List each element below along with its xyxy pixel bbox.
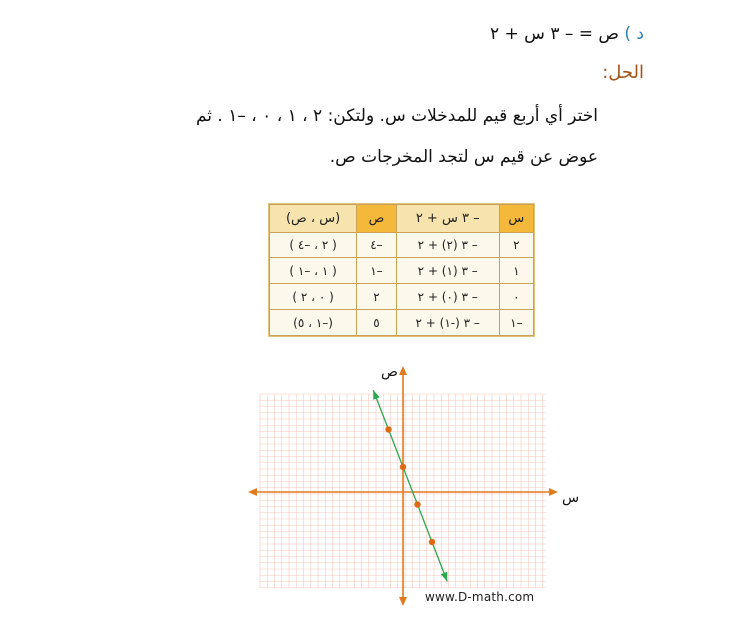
table-row bbox=[270, 284, 534, 310]
table-cell: – ٣ (-١) + ٢ bbox=[396, 310, 499, 336]
table-cell: ٠ bbox=[499, 284, 533, 310]
table-header-y: ص bbox=[357, 205, 397, 233]
line-arrow-icon bbox=[373, 390, 380, 400]
data-point bbox=[400, 464, 406, 470]
table-header-x: س bbox=[499, 205, 533, 233]
table-cell: – ٣ (٢) + ٢ bbox=[396, 232, 499, 258]
table-cell: ( ١ ، –١ ) bbox=[270, 258, 357, 284]
table-cell: – ٣ (١) + ٢ bbox=[396, 258, 499, 284]
table-cell: (–١ ، ٥) bbox=[270, 310, 357, 336]
axes bbox=[248, 366, 558, 606]
table-cell: ( ٠ ، ٢ ) bbox=[270, 284, 357, 310]
x-axis-arrow-icon bbox=[549, 488, 558, 496]
table-cell: ١ bbox=[499, 258, 533, 284]
data-point bbox=[385, 426, 391, 432]
coordinate-graph bbox=[240, 362, 590, 612]
data-point bbox=[414, 501, 420, 507]
table-header-expression: – ٣ س + ٢ bbox=[396, 205, 499, 233]
y-axis-arrow-icon bbox=[399, 597, 407, 606]
table-row bbox=[270, 258, 534, 284]
table-header-row bbox=[270, 205, 534, 233]
table-cell: –١ bbox=[499, 310, 533, 336]
table-cell: –١ bbox=[357, 258, 397, 284]
table-cell: ( ٢ ، –٤ ) bbox=[270, 232, 357, 258]
data-point bbox=[429, 539, 435, 545]
table-cell: ٢ bbox=[357, 284, 397, 310]
table-cell: ٥ bbox=[357, 310, 397, 336]
watermark: www.D-math.com bbox=[425, 590, 535, 604]
line-arrow-icon bbox=[441, 572, 448, 582]
table-row bbox=[270, 310, 534, 336]
values-table bbox=[268, 203, 535, 337]
x-axis-arrow-icon bbox=[248, 488, 257, 496]
instruction-line-2: عوض عن قيم س لتجد المخرجات ص. bbox=[329, 147, 598, 167]
y-axis-label: ص bbox=[381, 364, 398, 380]
instruction-line-1: اختر أي أربع قيم للمدخلات س. ولتكن: ٢ ، ١ ، ٠ ، –١ . ثم bbox=[195, 106, 598, 126]
table-cell: – ٣ (٠) + ٢ bbox=[396, 284, 499, 310]
table-cell: ٢ bbox=[499, 232, 533, 258]
x-axis-label: س bbox=[562, 490, 580, 506]
y-axis-arrow-icon bbox=[399, 366, 407, 375]
table-cell: –٤ bbox=[357, 232, 397, 258]
table-header-pair: (س ، ص) bbox=[270, 205, 357, 233]
solution-label: الحل: bbox=[602, 62, 644, 83]
problem-header bbox=[490, 22, 644, 46]
table-row bbox=[270, 232, 534, 258]
problem-marker: د ) bbox=[624, 24, 644, 44]
problem-equation: ص = – ٣ س + ٢ bbox=[489, 24, 619, 44]
